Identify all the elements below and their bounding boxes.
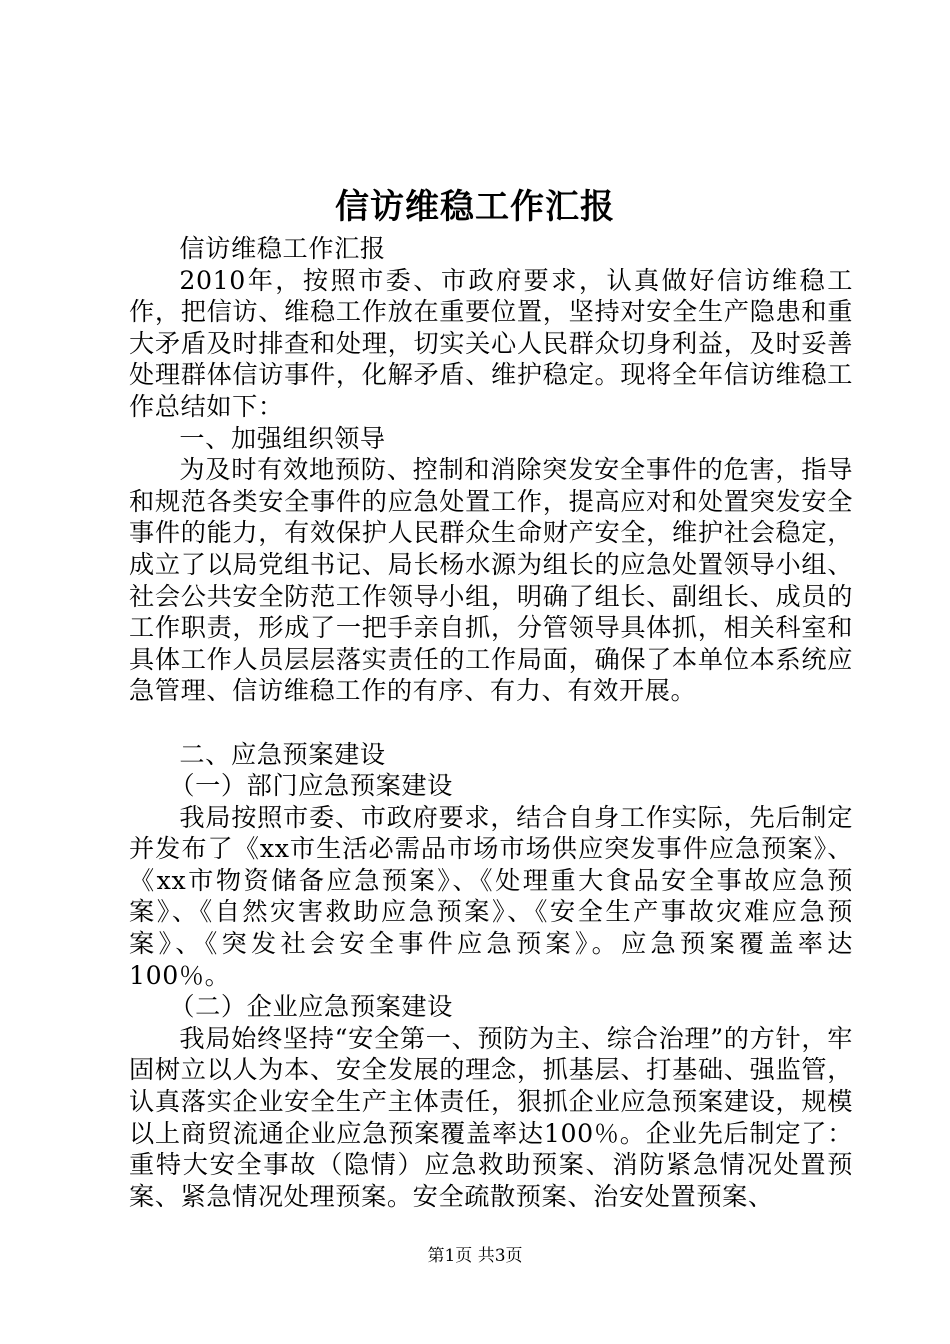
intro-paragraph: 2010年，按照市委、市政府要求，认真做好信访维稳工作，把信访、维稳工作放在重要位置，坚持对安全生产隐患和重大矛盾及时排查和处理，切实关心人民群众切身利益，及时妥善处理群体信访事件，化解矛盾、维护稳定。现将全年信访维稳工作总结如下：: [129, 265, 853, 421]
section-2-heading: 二、应急预案建设: [179, 739, 386, 769]
section-1-heading: 一、加强组织领导: [179, 423, 386, 453]
page-footer: 第1页 共3页: [427, 1246, 523, 1266]
document-body: [129, 233, 853, 1212]
section-2-sub-1-paragraph: 我局按照市委、市政府要求，结合自身工作实际，先后制定并发布了《xx市生活必需品市场市场供应突发事件应急预案》、《xx市物资储备应急预案》、《处理重大食品安全事故应急预案》、《自然灾害救助应急预案》、《安全生产事故灾难应急预案》、《突发社会安全事件应急预案》。应急预案覆盖率达100％。: [129, 802, 853, 990]
paragraph-gap: [129, 707, 853, 739]
section-2-subheading-2: （二）企业应急预案建设: [169, 992, 453, 1022]
document-title: 信访维稳工作汇报: [335, 187, 615, 227]
section-2-sub-2-paragraph: 我局始终坚持“安全第一、预防为主、综合治理”的方针，牢固树立以人为本、安全发展的理念，抓基层、打基础、强监管，认真落实企业安全生产主体责任，狠抓企业应急预案建设，规模以上商贸流通企业应急预案覆盖率达100％。企业先后制定了：重特大安全事故（隐情）应急救助预案、消防紧急情况处置预案、紧急情况处理预案。安全疏散预案、治安处置预案、: [129, 1023, 853, 1211]
document-subtitle: 信访维稳工作汇报: [179, 234, 386, 263]
section-2-subheading-1: （一）部门应急预案建设: [169, 771, 453, 801]
section-1-paragraph: 为及时有效地预防、控制和消除突发安全事件的危害，指导和规范各类安全事件的应急处置工作，提高应对和处置突发安全事件的能力，有效保护人民群众生命财产安全，维护社会稳定，成立了以局党组书记、局长杨水源为组长的应急处置领导小组、社会公共安全防范工作领导小组，明确了组长、副组长、成员的工作职责，形成了一把手亲自抓，分管领导具体抓，相关科室和具体工作人员层层落实责任的工作局面，确保了本单位本系统应急管理、信访维稳工作的有序、有力、有效开展。: [129, 455, 853, 706]
